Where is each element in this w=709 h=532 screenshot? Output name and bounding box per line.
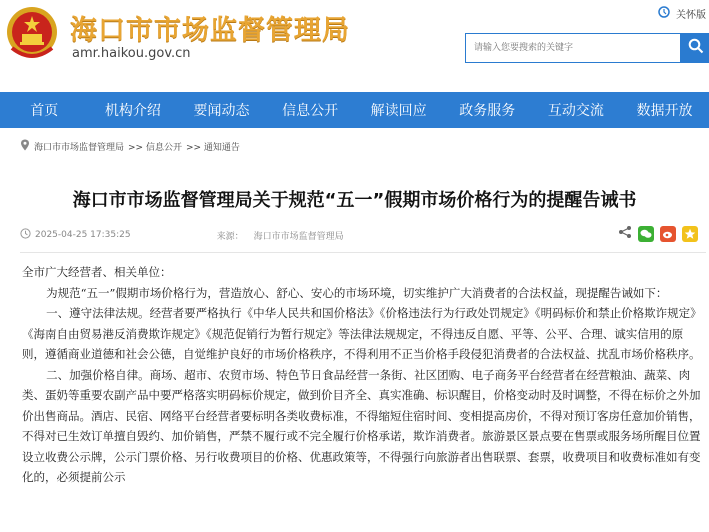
nav-item-disclosure[interactable]: 信息公开 <box>282 103 339 119</box>
meta-divider <box>20 252 706 253</box>
location-icon <box>20 139 30 154</box>
site-domain: amr.haikou.gov.cn <box>72 46 191 61</box>
article-salutation: 全市广大经营者、相关单位： <box>22 265 172 279</box>
search-icon <box>688 38 704 58</box>
national-emblem-logo[interactable] <box>4 4 60 64</box>
nav-item-services[interactable]: 政务服务 <box>459 103 516 119</box>
elder-mode-label: 关怀版 <box>676 10 706 21</box>
breadcrumb-item-notices[interactable]: >> 通知通告 <box>185 143 240 153</box>
site-header <box>0 0 709 92</box>
search-box <box>465 33 681 63</box>
breadcrumb-item-home[interactable]: 海口市市场监督管理局 <box>34 143 125 153</box>
nav-item-interpretation[interactable]: 解读回应 <box>370 103 427 119</box>
article-paragraph-2: 二、加强价格自律。商场、超市、农贸市场、特色节日食品经营一条街、社区团购、电子商务平台经营者在经营粮油、蔬菜、肉类、蛋奶等重要农副产品中要严格落实明码标价规定，做到价目齐全、真实准确、标识醒目，价格变动时及时调整，不得在标价之外加价出售商品。酒店、民宿、网络平台经营者要标明各类收费标准，不得缩短住宿时间、变相提高房价，不得对预订客房任意加价销售，不得对已生效订单擅自毁约、加价销售，严禁不履行或不完全履行价格承诺，欺诈消费者。旅游景区景点要在售票或服务场所醒目位置设立收费公示牌，公示门票价格、另行收费项目的价格、优惠政策等，不得强行向旅游者出售联票、套票，收费项目和收费标准如有变化的，必须提前公示 <box>22 367 701 484</box>
elder-mode-link[interactable] <box>658 6 706 21</box>
nav-item-about[interactable]: 机构介绍 <box>104 103 161 119</box>
publish-date: 2025-04-25 17:35:25 <box>35 230 131 240</box>
nav-item-news[interactable]: 要闻动态 <box>193 103 250 119</box>
article-title: 海口市市场监督管理局关于规范“五一”假期市场价格行为的提醒告诫书 <box>72 190 637 211</box>
clock-icon <box>20 228 31 242</box>
main-nav <box>0 92 709 128</box>
share-bar <box>618 225 698 242</box>
elder-mode-icon <box>658 6 670 21</box>
share-icon[interactable] <box>618 225 632 242</box>
source-name: 海口市市场监督管理局 <box>253 231 344 242</box>
source-label: 来源： <box>216 231 244 242</box>
article-title-row <box>0 174 709 224</box>
search-input[interactable] <box>466 34 680 62</box>
article-paragraph-1: 一、遵守法律法规。经营者要严格执行《中华人民共和国价格法》《价格违法行为行政处罚规定》《明码标价和禁止价格欺诈规定》《海南自由贸易港反消费欺诈规定》《规范促销行为暂行规定》等法律法规规定，不得违反自愿、平等、公平、合理、诚实信用的原则，遵循商业道德和社会公德，自觉维护良好的市场价格秩序，不得利用不正当价格手段侵犯消费者的合法权益、扰乱市场价格秩序。 <box>22 306 702 361</box>
article-meta <box>20 224 706 246</box>
article-paragraph-intro: 为规范“五一”假期市场价格行为，营造放心、舒心、安心的市场环境，切实维护广大消费者的合法权益，现提醒告诫如下： <box>46 285 668 300</box>
search-button[interactable] <box>681 33 709 63</box>
nav-item-home[interactable]: 首页 <box>30 103 59 119</box>
breadcrumb-item-disclosure[interactable]: >> 信息公开 <box>128 143 182 153</box>
article-body <box>22 262 702 488</box>
site-name: 海口市市场监督管理局 <box>70 15 350 46</box>
qzone-icon[interactable] <box>682 226 698 242</box>
wechat-icon[interactable] <box>638 226 654 242</box>
weibo-icon[interactable] <box>660 226 676 242</box>
nav-item-interaction[interactable]: 互动交流 <box>547 103 604 119</box>
nav-item-open-data[interactable]: 数据开放 <box>636 103 693 119</box>
breadcrumb <box>20 139 240 154</box>
